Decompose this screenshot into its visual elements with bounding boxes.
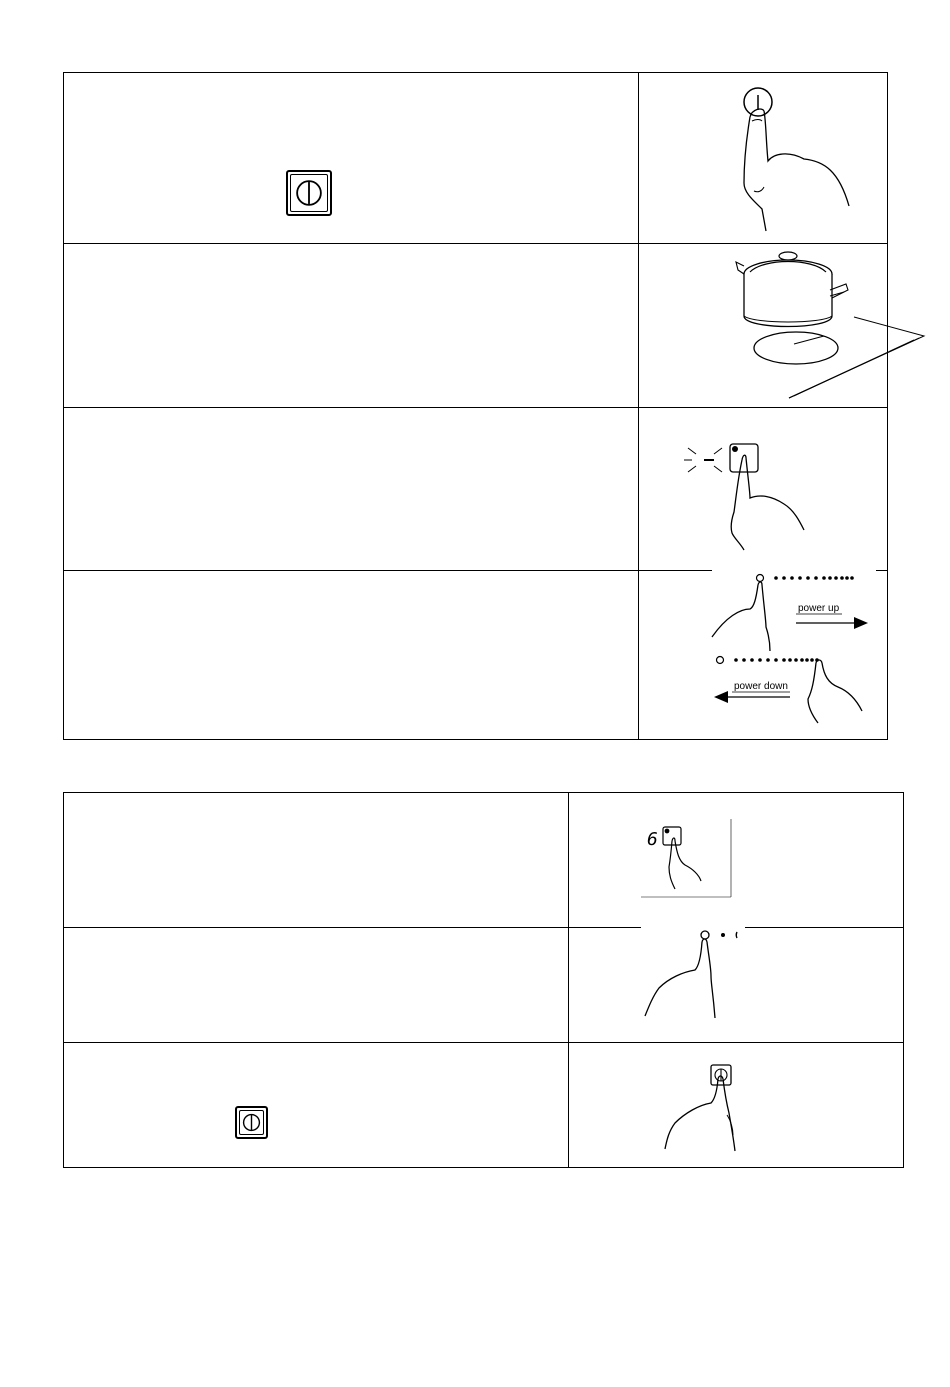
- table1-row-switch-on: [64, 73, 887, 244]
- power-down-label: power down: [734, 681, 788, 692]
- table2-row-switch-off: [64, 1043, 903, 1167]
- finger-touch-slider-zero-icon: [639, 928, 754, 1023]
- display-digit: 6: [647, 829, 658, 850]
- pot-on-cooking-zone-icon: [724, 244, 950, 404]
- finger-press-power-key-icon: [659, 1055, 769, 1155]
- power-key-icon: [235, 1106, 268, 1139]
- table2-row-select-zone: [64, 793, 903, 928]
- finger-touch-zone-display-icon: [639, 819, 734, 899]
- power-up-label: power up: [798, 603, 840, 614]
- power-key-icon: [286, 170, 332, 216]
- table1-row-adjust-power: [64, 571, 887, 739]
- table1-row-place-pot: [64, 244, 887, 408]
- table2-row-slider-zero: [64, 928, 903, 1043]
- table1-row-select-zone: [64, 408, 887, 571]
- instruction-table-2: [63, 792, 904, 1168]
- slider-power-adjust-icon: [704, 571, 879, 731]
- finger-press-power-icon: [714, 81, 894, 236]
- finger-touch-zone-select-icon: [684, 438, 824, 553]
- instruction-table-1: [63, 72, 888, 740]
